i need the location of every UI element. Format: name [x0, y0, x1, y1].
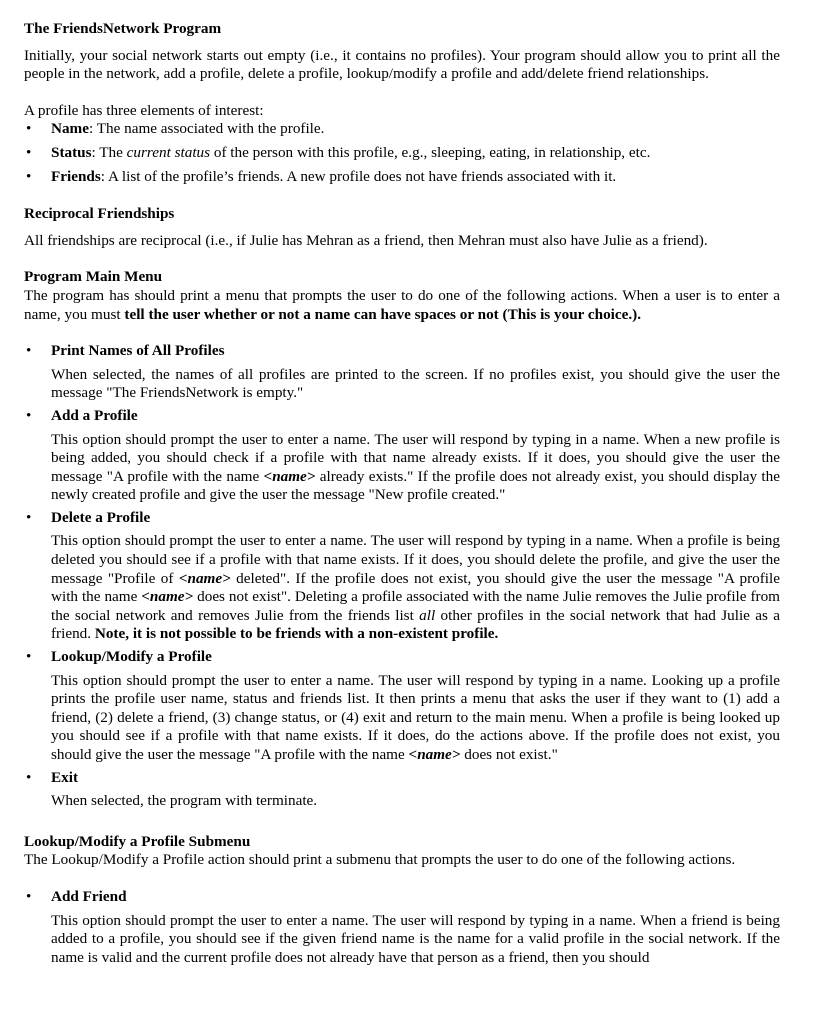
option-body: [51, 532, 780, 644]
option-body: [51, 431, 780, 505]
option-lookup-profile: [24, 648, 780, 765]
bullet-icon: •: [26, 342, 32, 360]
status-text-post: of the person with this profile, e.g., sleeping, eating, in relationship, etc.: [210, 143, 651, 161]
delete-note: Note, it is not possible to be friends with a non-existent profile.: [94, 625, 499, 643]
option-print-names: [24, 342, 780, 403]
friends-label: Friends: [51, 167, 101, 185]
main-menu-intro-bold: tell the user whether or not a name can have spaces or not (This is your choice.).: [124, 305, 642, 323]
section-title-reciprocal: Reciprocal Friendships: [24, 205, 175, 223]
delete-body-3: does not exist". Deleting a profile associated with the name Julie removes the Julie profile from the social network and removes Julie from the friends list: [51, 588, 780, 624]
lookup-body-1: This option should prompt the user to enter a name. The user will respond by typing in a name. Looking up a profile prints the profile user name, status and friends list. It then prints a menu that asks the user if they want to (1) add a friend, (2) delete a friend, (3) change status, or (4) exit and return to the main menu. When a profile is being looked up you should see if a profile with that name exists. If it does, do the actions above. If the profile does not exist, you should give the user the message "A profile with the name: [51, 671, 780, 763]
name-label: Name: [51, 120, 89, 138]
delete-all-italic: all: [419, 606, 436, 624]
add-body-1: This option should prompt the user to enter a name. The user will respond by typing in a name. When a new profile is being added, you should check if a profile with that name already exists. If it does, you should give the user the message "A profile with the name: [51, 430, 780, 485]
profile-elements-intro: A profile has three elements of interest:: [24, 101, 264, 119]
bullet-icon: •: [26, 120, 32, 138]
bullet-icon: •: [26, 167, 32, 185]
status-text-pre: : The: [91, 143, 127, 161]
option-body: When selected, the names of all profiles are printed to the screen. If no profiles exist, you should give the user the message "The FriendsNetwork is empty.": [51, 365, 780, 402]
option-title: Add a Profile: [51, 406, 138, 424]
option-exit: [24, 769, 780, 811]
option-title: Print Names of All Profiles: [51, 342, 225, 360]
intro-paragraph: Initially, your social network starts out empty (i.e., it contains no profiles). Your program should allow you to print all the people in the network, add a profile, delete a profile, lookup/modify a profile and add/delete friend relationships.: [24, 46, 780, 83]
section-title-friendsnetwork: The FriendsNetwork Program: [24, 20, 222, 37]
status-label: Status: [51, 143, 92, 161]
list-item-name: [24, 120, 780, 139]
name-tag: <name>: [408, 746, 461, 763]
option-title: Exit: [51, 768, 79, 786]
option-add-friend: [24, 888, 780, 967]
name-tag: <name>: [141, 588, 194, 606]
document-page: [24, 20, 780, 971]
bullet-icon: •: [26, 508, 32, 526]
profile-elements-list: [24, 120, 780, 186]
bullet-icon: •: [26, 887, 32, 905]
section-title-main-menu: Program Main Menu: [24, 268, 163, 286]
friends-text: : A list of the profile’s friends. A new profile does not have friends associated with it.: [100, 167, 617, 185]
delete-body-4: other profiles in the social network that had Julie as a friend.: [51, 606, 781, 643]
option-title: Lookup/Modify a Profile: [51, 648, 212, 666]
delete-body-1: This option should prompt the user to enter a name. The user will respond by typing in a name. When a profile is being deleted you should see if a profile with that name exists. If it does, you should delete the profile, and give the user the message "Profile of: [51, 532, 780, 587]
option-title: Add Friend: [51, 887, 127, 905]
name-text: : The name associated with the profile.: [88, 120, 325, 138]
add-body-2: already exists." If the profile does not already exist, you should display the newly created profile and give the user the message "New profile created.": [51, 467, 780, 504]
status-text-italic: current status: [126, 143, 211, 161]
bullet-icon: •: [26, 143, 32, 161]
reciprocal-paragraph: All friendships are reciprocal (i.e., if Julie has Mehran as a friend, then Mehran must also have Julie as a friend).: [24, 231, 708, 249]
name-tag: <name>: [263, 467, 316, 485]
option-body: This option should prompt the user to enter a name. The user will respond by typing in a name. When a friend is being added to a profile, you should see if the given friend name is the name for a valid profile in the social network. If the name is valid and the current profile does not already have that person as a friend, then you should: [51, 911, 780, 966]
name-tag: <name>: [178, 569, 231, 587]
main-menu-intro-text: The program has should print a menu that prompts the user to do one of the following actions. When a user is to enter a name, you must: [24, 286, 780, 323]
delete-body-2: deleted". If the profile does not exist, you should give the user the message "A profile with the name: [51, 569, 780, 606]
list-item-friends: [24, 168, 780, 187]
option-body: When selected, the program with terminate.: [51, 792, 318, 810]
bullet-icon: •: [26, 648, 32, 666]
submenu-intro: The Lookup/Modify a Profile action should print a submenu that prompts the user to do one of the following actions.: [24, 851, 736, 869]
bullet-icon: •: [26, 768, 32, 786]
lookup-body-2: does not exist.": [460, 746, 558, 763]
option-body: [51, 672, 780, 765]
bullet-icon: •: [26, 406, 32, 424]
list-item-status: [24, 144, 780, 163]
option-title: Delete a Profile: [51, 508, 151, 526]
option-delete-profile: [24, 509, 780, 644]
section-title-submenu: Lookup/Modify a Profile Submenu: [24, 832, 251, 850]
option-add-profile: [24, 407, 780, 505]
main-menu-intro: [24, 287, 780, 324]
